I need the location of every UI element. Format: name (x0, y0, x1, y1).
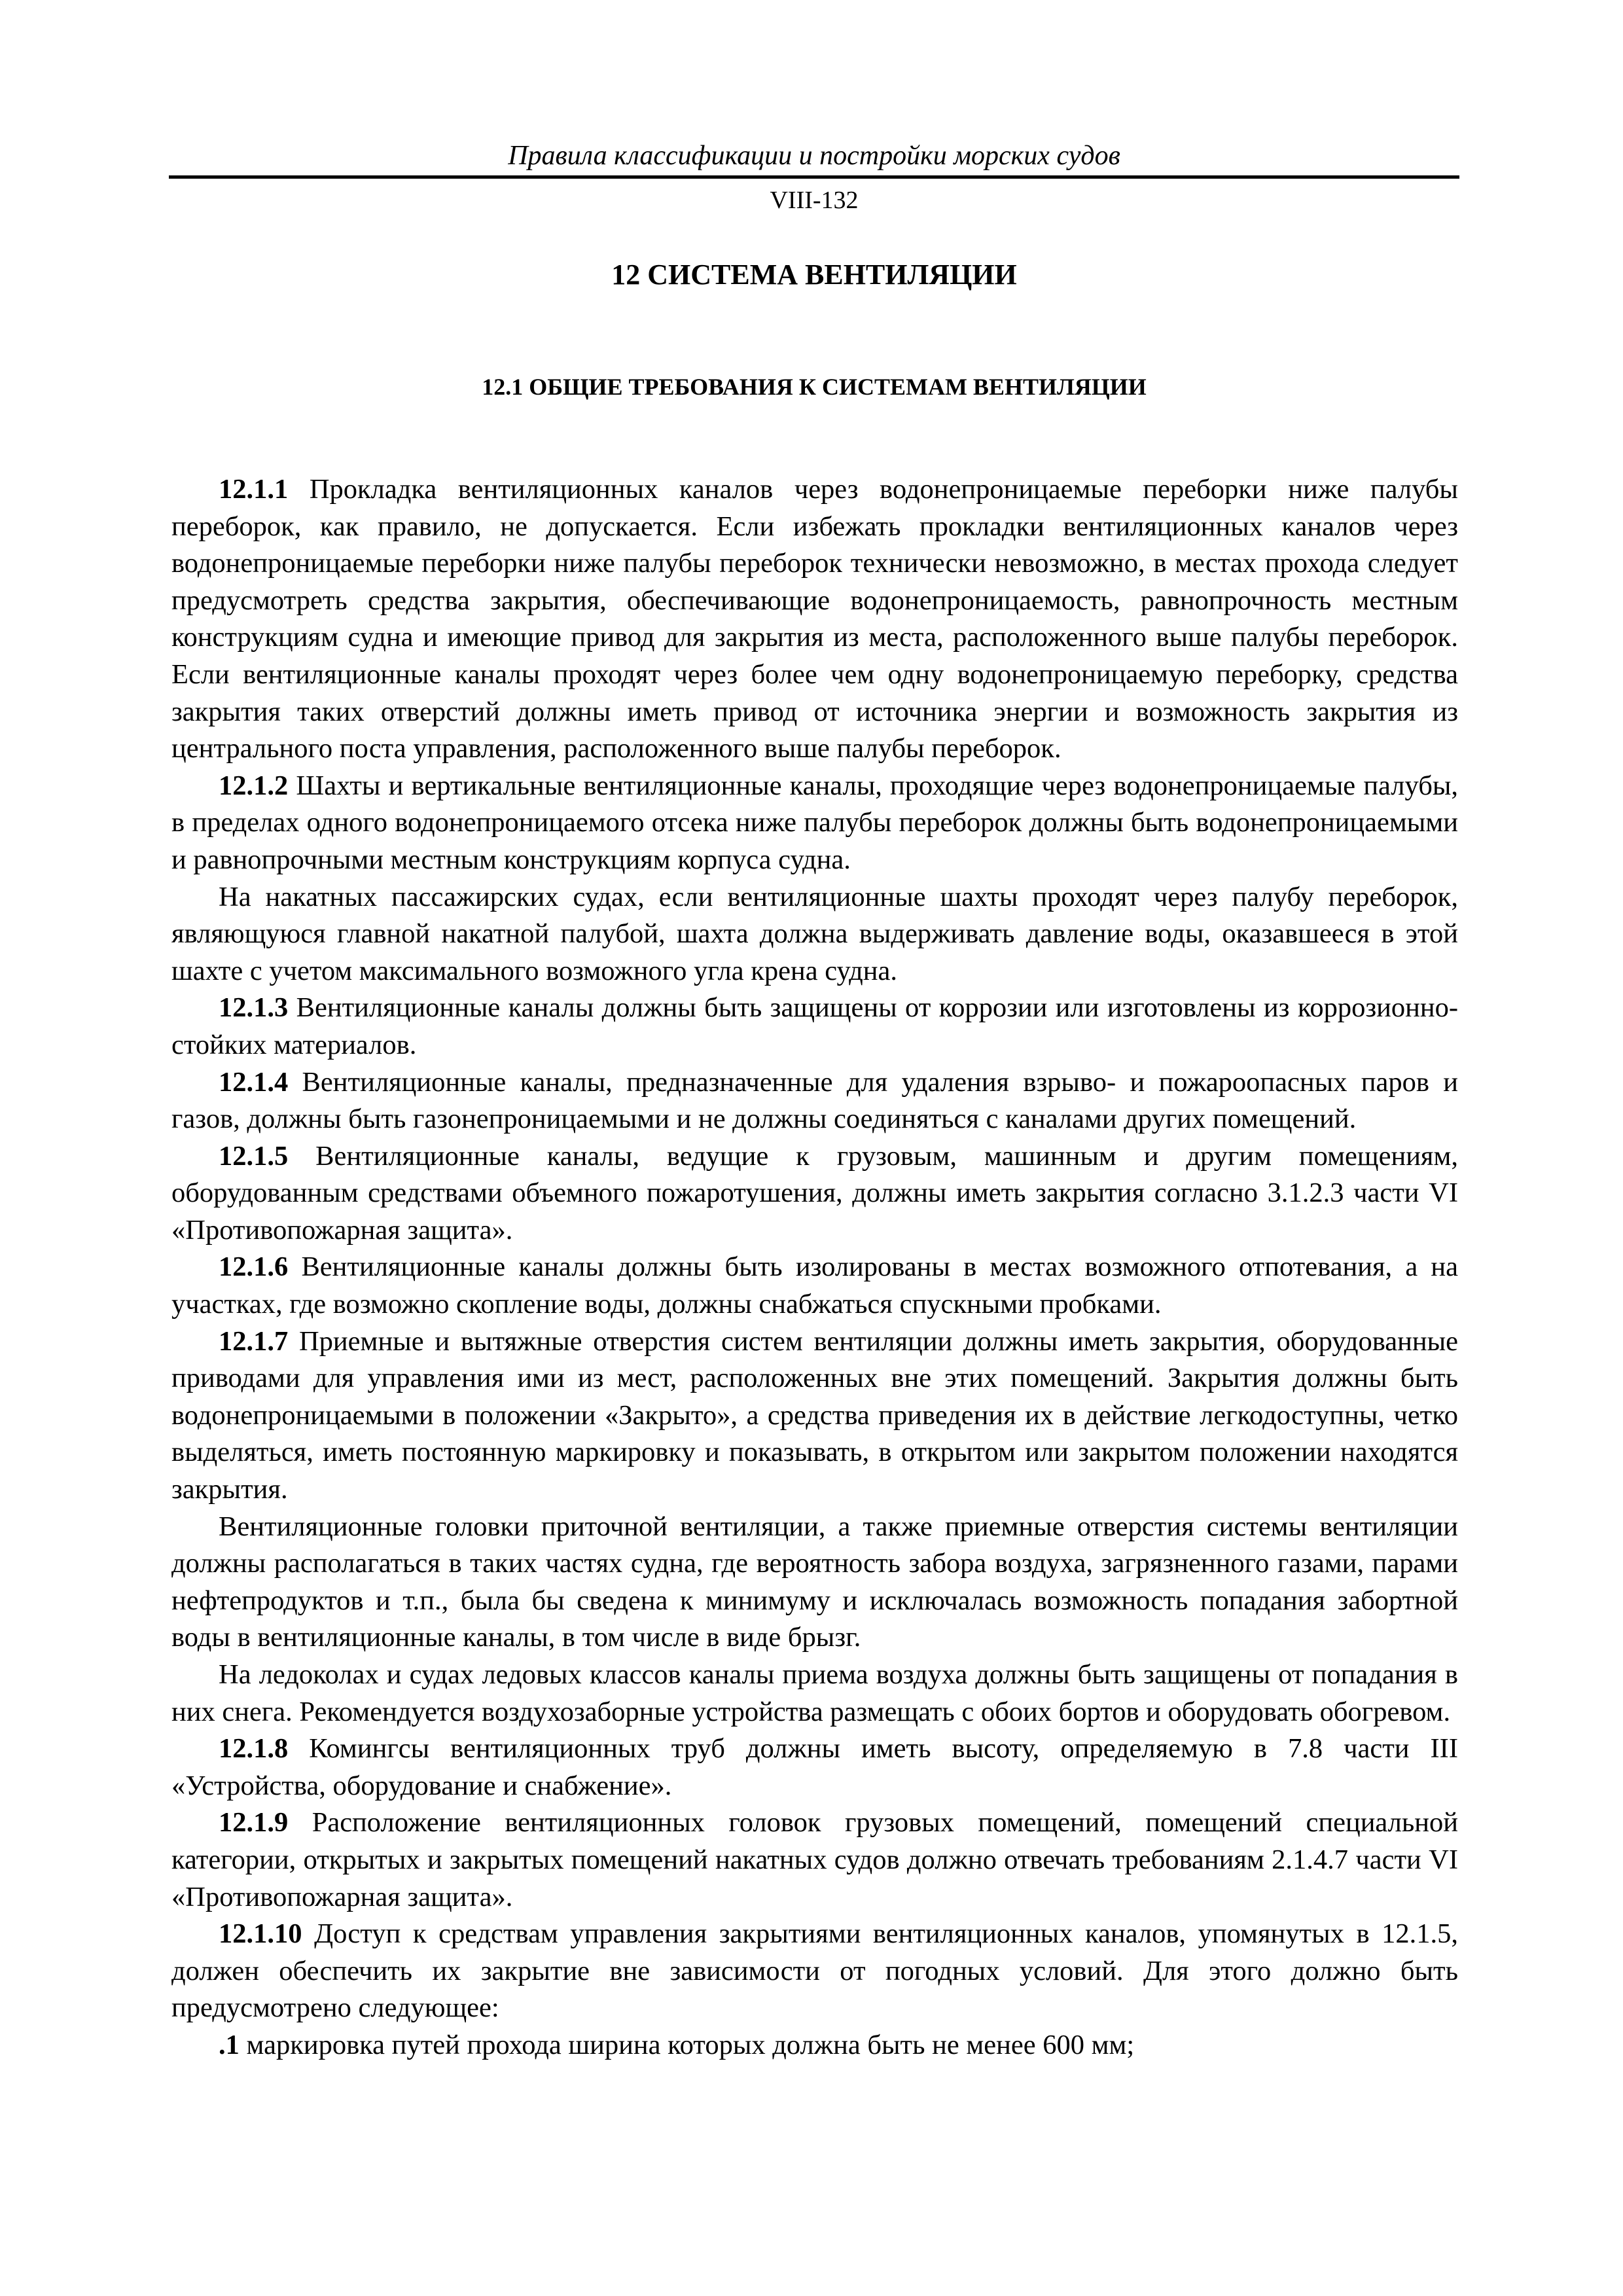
paragraph-text: Прокладка вентиляционных каналов через водонепроницаемые переборки ниже палубы переборок, как правило, не допускается. Если избежать прокладки вентиляционных каналов через водонепроницаемые переборки ниже палубы переборок технически невозможно, в местах прохода следует предусмотреть средства закрытия, обеспечивающие водонепроницаемость, равнопрочность местным конструкциям судна и имеющие привод для закрытия из места, расположенного выше палубы переборок. Если вентиляционные каналы проходят через более чем одну водонепроницаемую переборку, средства закрытия таких отверстий должны иметь привод от источника энергии и возможность закрытия из центрального поста управления, расположенного выше палубы переборок. (171, 474, 1458, 764)
paragraph-12-1-1 (171, 471, 1458, 768)
chapter-title: 12 СИСТЕМА ВЕНТИЛЯЦИИ (611, 259, 1017, 291)
paragraph-text: Расположение вентиляционных головок грузовых помещений, помещений специальной категории, открытых и закрытых помещений накатных судов должно отвечать требованиям 2.1.4.7 части VI «Противопожарная защита». (171, 1807, 1458, 1912)
list-item-text: маркировка путей прохода ширина которых должна быть не менее 600 мм; (239, 2029, 1135, 2060)
paragraph-text: Комингсы вентиляционных труб должны иметь высоту, определяемую в 7.8 части III «Устройства, оборудование и снабжение». (171, 1733, 1458, 1801)
running-header: Правила классификации и постройки морских судов (508, 141, 1120, 171)
paragraph-number: 12.1.6 (219, 1251, 289, 1283)
paragraph-ro-ro-shafts (171, 879, 1458, 990)
paragraph-number: 12.1.9 (219, 1807, 289, 1839)
paragraph-text: На накатных пассажирских судах, если вентиляционные шахты проходят через палубу переборок, являющуюся главной накатной палубой, шахта должна выдерживать давление воды, оказавшееся в этой шахте с учетом максимального возможного угла крена судна. (171, 881, 1458, 986)
paragraph-text: Приемные и вытяжные отверстия систем вентиляции должны иметь закрытия, оборудованные приводами для управления ими из мест, расположенных вне этих помещений. Закрытия должны быть водонепроницаемыми в положении «Закрыто», а средства приведения их в действие легкодоступны, четко выделяться, иметь постоянную маркировку и показывать, в открытом или закрытом положении находятся закрытия. (171, 1325, 1458, 1505)
paragraph-12-1-2 (171, 768, 1458, 879)
list-item-1 (171, 2027, 1458, 2064)
document-body (171, 471, 1458, 2064)
paragraph-12-1-4 (171, 1064, 1458, 1138)
paragraph-text: Вентиляционные каналы должны быть защищены от коррозии или изготовлены из коррозионно-стойких материалов. (171, 992, 1458, 1060)
paragraph-text: На ледоколах и судах ледовых классов каналы приема воздуха должны быть защищены от попадания в них снега. Рекомендуется воздухозаборные устройства размещать с обоих бортов и оборудовать обогревом. (171, 1659, 1458, 1727)
paragraph-12-1-5 (171, 1138, 1458, 1249)
paragraph-number: 12.1.5 (219, 1140, 289, 1172)
paragraph-12-1-7 (171, 1323, 1458, 1509)
paragraph-12-1-3 (171, 990, 1458, 1064)
header-rule (169, 175, 1459, 179)
paragraph-12-1-6 (171, 1249, 1458, 1323)
paragraph-number: 12.1.3 (219, 992, 289, 1024)
paragraph-number: 12.1.4 (219, 1066, 289, 1098)
paragraph-text: Вентиляционные головки приточной вентиляции, а также приемные отверстия системы вентиляции должны располагаться в таких частях судна, где вероятность забора воздуха, загрязненного газами, парами нефтепродуктов и т.п., была бы сведена к минимуму и исключалась возможность попадания забортной воды в вентиляционные каналы, в том числе в виде брызг. (171, 1511, 1458, 1653)
paragraph-text: Вентиляционные каналы, предназначенные для удаления взрыво- и пожароопасных паров и газов, должны быть газонепроницаемыми и не должны соединяться с каналами других помещений. (171, 1066, 1458, 1135)
paragraph-number: 12.1.1 (219, 474, 289, 505)
paragraph-number: 12.1.10 (219, 1918, 302, 1950)
section-title: 12.1 ОБЩИЕ ТРЕБОВАНИЯ К СИСТЕМАМ ВЕНТИЛЯЦИИ (482, 374, 1147, 400)
paragraph-12-1-10 (171, 1916, 1458, 2027)
paragraph-text: Шахты и вертикальные вентиляционные каналы, проходящие через водонепроницаемые палубы, в пределах одного водонепроницаемого отсека ниже палубы переборок должны быть водонепроницаемыми и равнопрочными местным конструкциям корпуса судна. (171, 770, 1458, 875)
paragraph-text: Вентиляционные каналы, ведущие к грузовым, машинным и другим помещениям, оборудованным средствами объемного пожаротушения, должны иметь закрытия согласно 3.1.2.3 части VI «Противопожарная защита». (171, 1140, 1458, 1246)
paragraph-number: 12.1.8 (219, 1733, 289, 1765)
paragraph-number: 12.1.7 (219, 1325, 289, 1357)
paragraph-supply-heads (171, 1509, 1458, 1657)
paragraph-text: Доступ к средствам управления закрытиями вентиляционных каналов, упомянутых в 12.1.5, должен обеспечить их закрытие вне зависимости от погодных условий. Для этого должно быть предусмотрено следующее: (171, 1918, 1458, 2024)
paragraph-12-1-9 (171, 1804, 1458, 1916)
paragraph-12-1-8 (171, 1731, 1458, 1804)
list-item-number: .1 (219, 2029, 240, 2060)
paragraph-text: Вентиляционные каналы должны быть изолированы в местах возможного отпотевания, а на участках, где возможно скопление воды, должны снабжаться спускными пробками. (171, 1251, 1458, 1320)
paragraph-number: 12.1.2 (219, 770, 289, 801)
paragraph-icebreakers (171, 1657, 1458, 1731)
page-number: VIII-132 (770, 187, 859, 214)
